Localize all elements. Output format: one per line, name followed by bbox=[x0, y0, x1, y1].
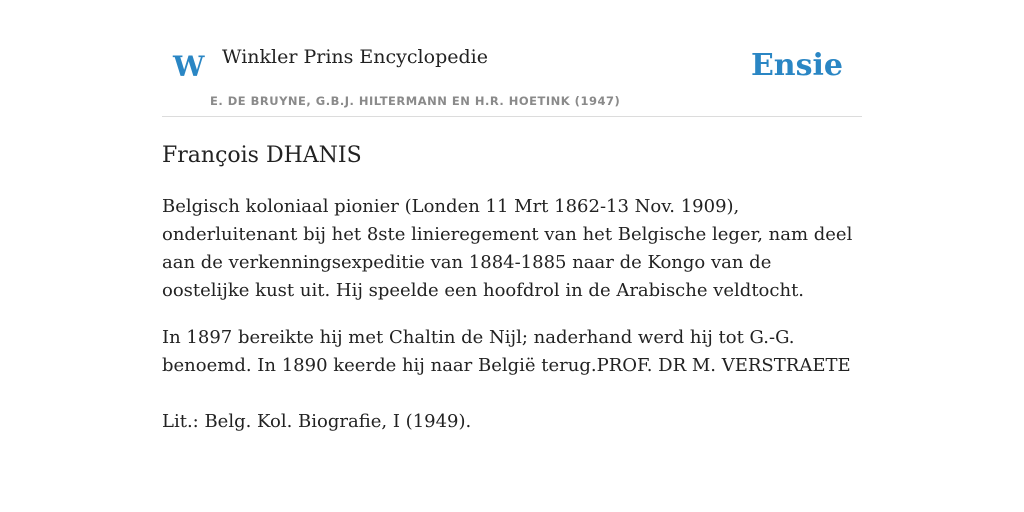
winkler-prins-logo[interactable]: W bbox=[173, 50, 205, 83]
source-authors: E. DE BRUYNE, G.B.J. HILTERMANN EN H.R. HOETINK (1947) bbox=[210, 94, 621, 108]
source-title[interactable]: Winkler Prins Encyclopedie bbox=[222, 46, 488, 68]
source-header bbox=[162, 0, 862, 117]
article-paragraph: Belgisch koloniaal pionier (Londen 11 Mrt 1862-13 Nov. 1909), onderluitenant bij het 8ste linieregement van het Belgische leger, nam deel aan de verkenningsexpeditie van 1884-1885 naar de Kongo van de oostelijke kust uit. Hij speelde een hoofdrol in de Arabische veldtocht. bbox=[162, 196, 853, 302]
article-body bbox=[162, 193, 862, 380]
ensie-logo[interactable]: Ensie bbox=[750, 48, 843, 83]
literature-reference: Lit.: Belg. Kol. Biografie, I (1949). bbox=[162, 411, 472, 433]
page-title: François DHANIS bbox=[162, 143, 362, 168]
article-container bbox=[162, 0, 862, 436]
article-paragraph: In 1897 bereikte hij met Chaltin de Nijl; naderhand werd hij tot G.-G. benoemd. In 1890 keerde hij naar België terug.PROF. DR M. VERSTRAETE bbox=[162, 327, 851, 377]
